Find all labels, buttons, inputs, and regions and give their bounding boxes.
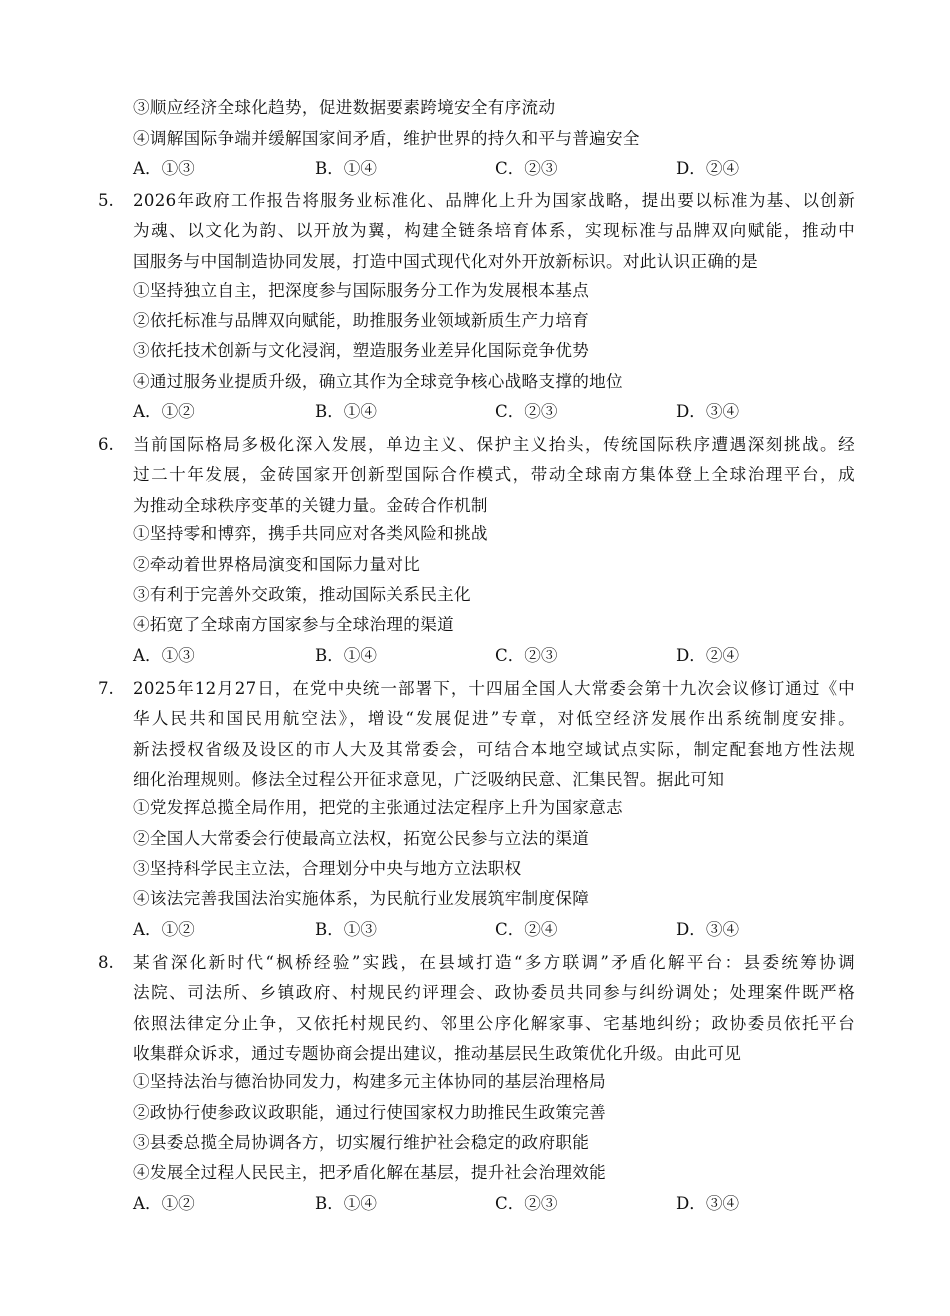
- q8-option-c[interactable]: C．②③: [495, 1194, 558, 1213]
- q8-stem-line: 法院、司法所、乡镇政府、村规民约评理会、政协委员共同参与纠纷调处；处理案件既严格: [133, 983, 855, 1003]
- q6-statement-2: ②牵动着世界格局演变和国际力量对比: [133, 555, 421, 574]
- q4-option-c[interactable]: C．②③: [495, 159, 558, 178]
- q5-stem-line: 2026年政府工作报告将服务业标准化、品牌化上升为国家战略，提出要以标准为基、以创新: [133, 191, 855, 210]
- q4-option-b[interactable]: B．①④: [315, 159, 377, 178]
- q5-option-c[interactable]: C．②③: [495, 402, 558, 421]
- q7-statement-2: ②全国人大常委会行使最高立法权，拓宽公民参与立法的渠道: [133, 829, 590, 848]
- q8-stem: [133, 948, 855, 1070]
- q6-options: [133, 644, 855, 668]
- q7-stem-line: 2025年12月27日，在党中央统一部署下，十四届全国人大常委会第十九次会议修订通过《中: [133, 679, 855, 698]
- q4-statement-4: ④调解国际争端并缓解国家间矛盾，维护世界的持久和平与普遍安全: [133, 129, 640, 148]
- q5-stem-line: 为魂、以文化为韵、以开放为翼，构建全链条培育体系，实现标准与品牌双向赋能，推动中: [133, 221, 855, 241]
- q5-statement-3: ③依托技术创新与文化浸润，塑造服务业差异化国际竞争优势: [133, 341, 590, 360]
- q5-statement-4: ④通过服务业提质升级，确立其作为全球竞争核心战略支撑的地位: [133, 372, 623, 391]
- q5-options: [133, 400, 855, 424]
- q5-option-a[interactable]: A．①②: [133, 402, 195, 421]
- q7-option-b[interactable]: B．①③: [315, 920, 377, 939]
- q8-statement-2: ②政协行使参政议政职能，通过行使国家权力助推民生政策完善: [133, 1103, 607, 1122]
- q5-option-d[interactable]: D．③④: [676, 402, 740, 421]
- q4-options: [133, 157, 855, 181]
- q5-stem: [133, 186, 855, 277]
- q6-stem-line: 过二十年发展，金砖国家开创新型国际合作模式，带动全球南方集体登上全球治理平台，成: [133, 465, 855, 485]
- q8-stem-line: 某省深化新时代“枫桥经验”实践，在县域打造“多方联调”矛盾化解平台：县委统筹协调: [133, 953, 855, 972]
- q6-statement-3: ③有利于完善外交政策，推动国际关系民主化: [133, 585, 471, 604]
- q8-option-b[interactable]: B．①④: [315, 1194, 377, 1213]
- q7-stem-line: 新法授权省级及设区的市人大及其常委会，可结合本地空域试点实际，制定配套地方性法规: [133, 739, 855, 759]
- q7-option-a[interactable]: A．①②: [133, 920, 195, 939]
- q8-number: 8.: [98, 953, 114, 972]
- q8-statement-3: ③县委总揽全局协调各方，切实履行维护社会稳定的政府职能: [133, 1133, 590, 1152]
- q7-option-d[interactable]: D．③④: [676, 920, 740, 939]
- q7-stem-line: 细化治理规则。修法全过程公开征求意见，广泛吸纳民意、汇集民智。据此可知: [133, 770, 725, 790]
- q6-option-a[interactable]: A．①③: [133, 646, 195, 665]
- q6-option-c[interactable]: C．②③: [495, 646, 558, 665]
- q6-number: 6.: [98, 435, 114, 454]
- q4-option-a[interactable]: A．①③: [133, 159, 195, 178]
- q5-number: 5.: [98, 191, 114, 210]
- q5-statement-1: ①坚持独立自主，把深度参与国际服务分工作为发展根本基点: [133, 281, 590, 300]
- q7-statement-4: ④该法完善我国法治实施体系，为民航行业发展筑牢制度保障: [133, 889, 590, 908]
- q6-option-b[interactable]: B．①④: [315, 646, 377, 665]
- q4-option-d[interactable]: D．②④: [676, 159, 740, 178]
- q8-stem-line: 收集群众诉求，通过专题协商会提出建议，推动基层民生政策优化升级。由此可见: [133, 1044, 742, 1064]
- q6-option-d[interactable]: D．②④: [676, 646, 740, 665]
- q6-stem-line: 当前国际格局多极化深入发展，单边主义、保护主义抬头，传统国际秩序遭遇深刻挑战。经: [133, 435, 855, 454]
- q8-option-a[interactable]: A．①②: [133, 1194, 195, 1213]
- q8-option-d[interactable]: D．③④: [676, 1194, 740, 1213]
- q7-stem-line: 华人民共和国民用航空法》，增设“发展促进”专章，对低空经济发展作出系统制度安排。: [133, 709, 855, 729]
- q7-statement-3: ③坚持科学民主立法，合理划分中央与地方立法职权: [133, 859, 522, 878]
- q8-statement-1: ①坚持法治与德治协同发力，构建多元主体协同的基层治理格局: [133, 1072, 607, 1091]
- q5-statement-2: ②依托标准与品牌双向赋能，助推服务业领域新质生产力培育: [133, 311, 590, 330]
- q8-statement-4: ④发展全过程人民民主，把矛盾化解在基层，提升社会治理效能: [133, 1163, 607, 1182]
- q6-stem: [133, 430, 855, 521]
- q7-options: [133, 918, 855, 942]
- q5-stem-line: 国服务与中国制造协同发展，打造中国式现代化对外开放新标识。对此认识正确的是: [133, 251, 759, 271]
- q7-number: 7.: [98, 679, 114, 698]
- q7-statement-1: ①党发挥总揽全局作用，把党的主张通过法定程序上升为国家意志: [133, 798, 623, 817]
- q8-stem-line: 依照法律定分止争，又依托村规民约、邻里公序化解家事、宅基地纠纷；政协委员依托平台: [133, 1013, 855, 1033]
- q6-stem-line: 为推动全球秩序变革的关键力量。金砖合作机制: [133, 495, 488, 515]
- q5-option-b[interactable]: B．①④: [315, 402, 377, 421]
- q6-statement-1: ①坚持零和博弈，携手共同应对各类风险和挑战: [133, 524, 488, 543]
- q4-statement-3: ③顺应经济全球化趋势，促进数据要素跨境安全有序流动: [133, 98, 556, 117]
- q6-statement-4: ④拓宽了全球南方国家参与全球治理的渠道: [133, 615, 454, 634]
- q7-stem: [133, 674, 855, 796]
- q8-options: [133, 1192, 855, 1216]
- q7-option-c[interactable]: C．②④: [495, 920, 558, 939]
